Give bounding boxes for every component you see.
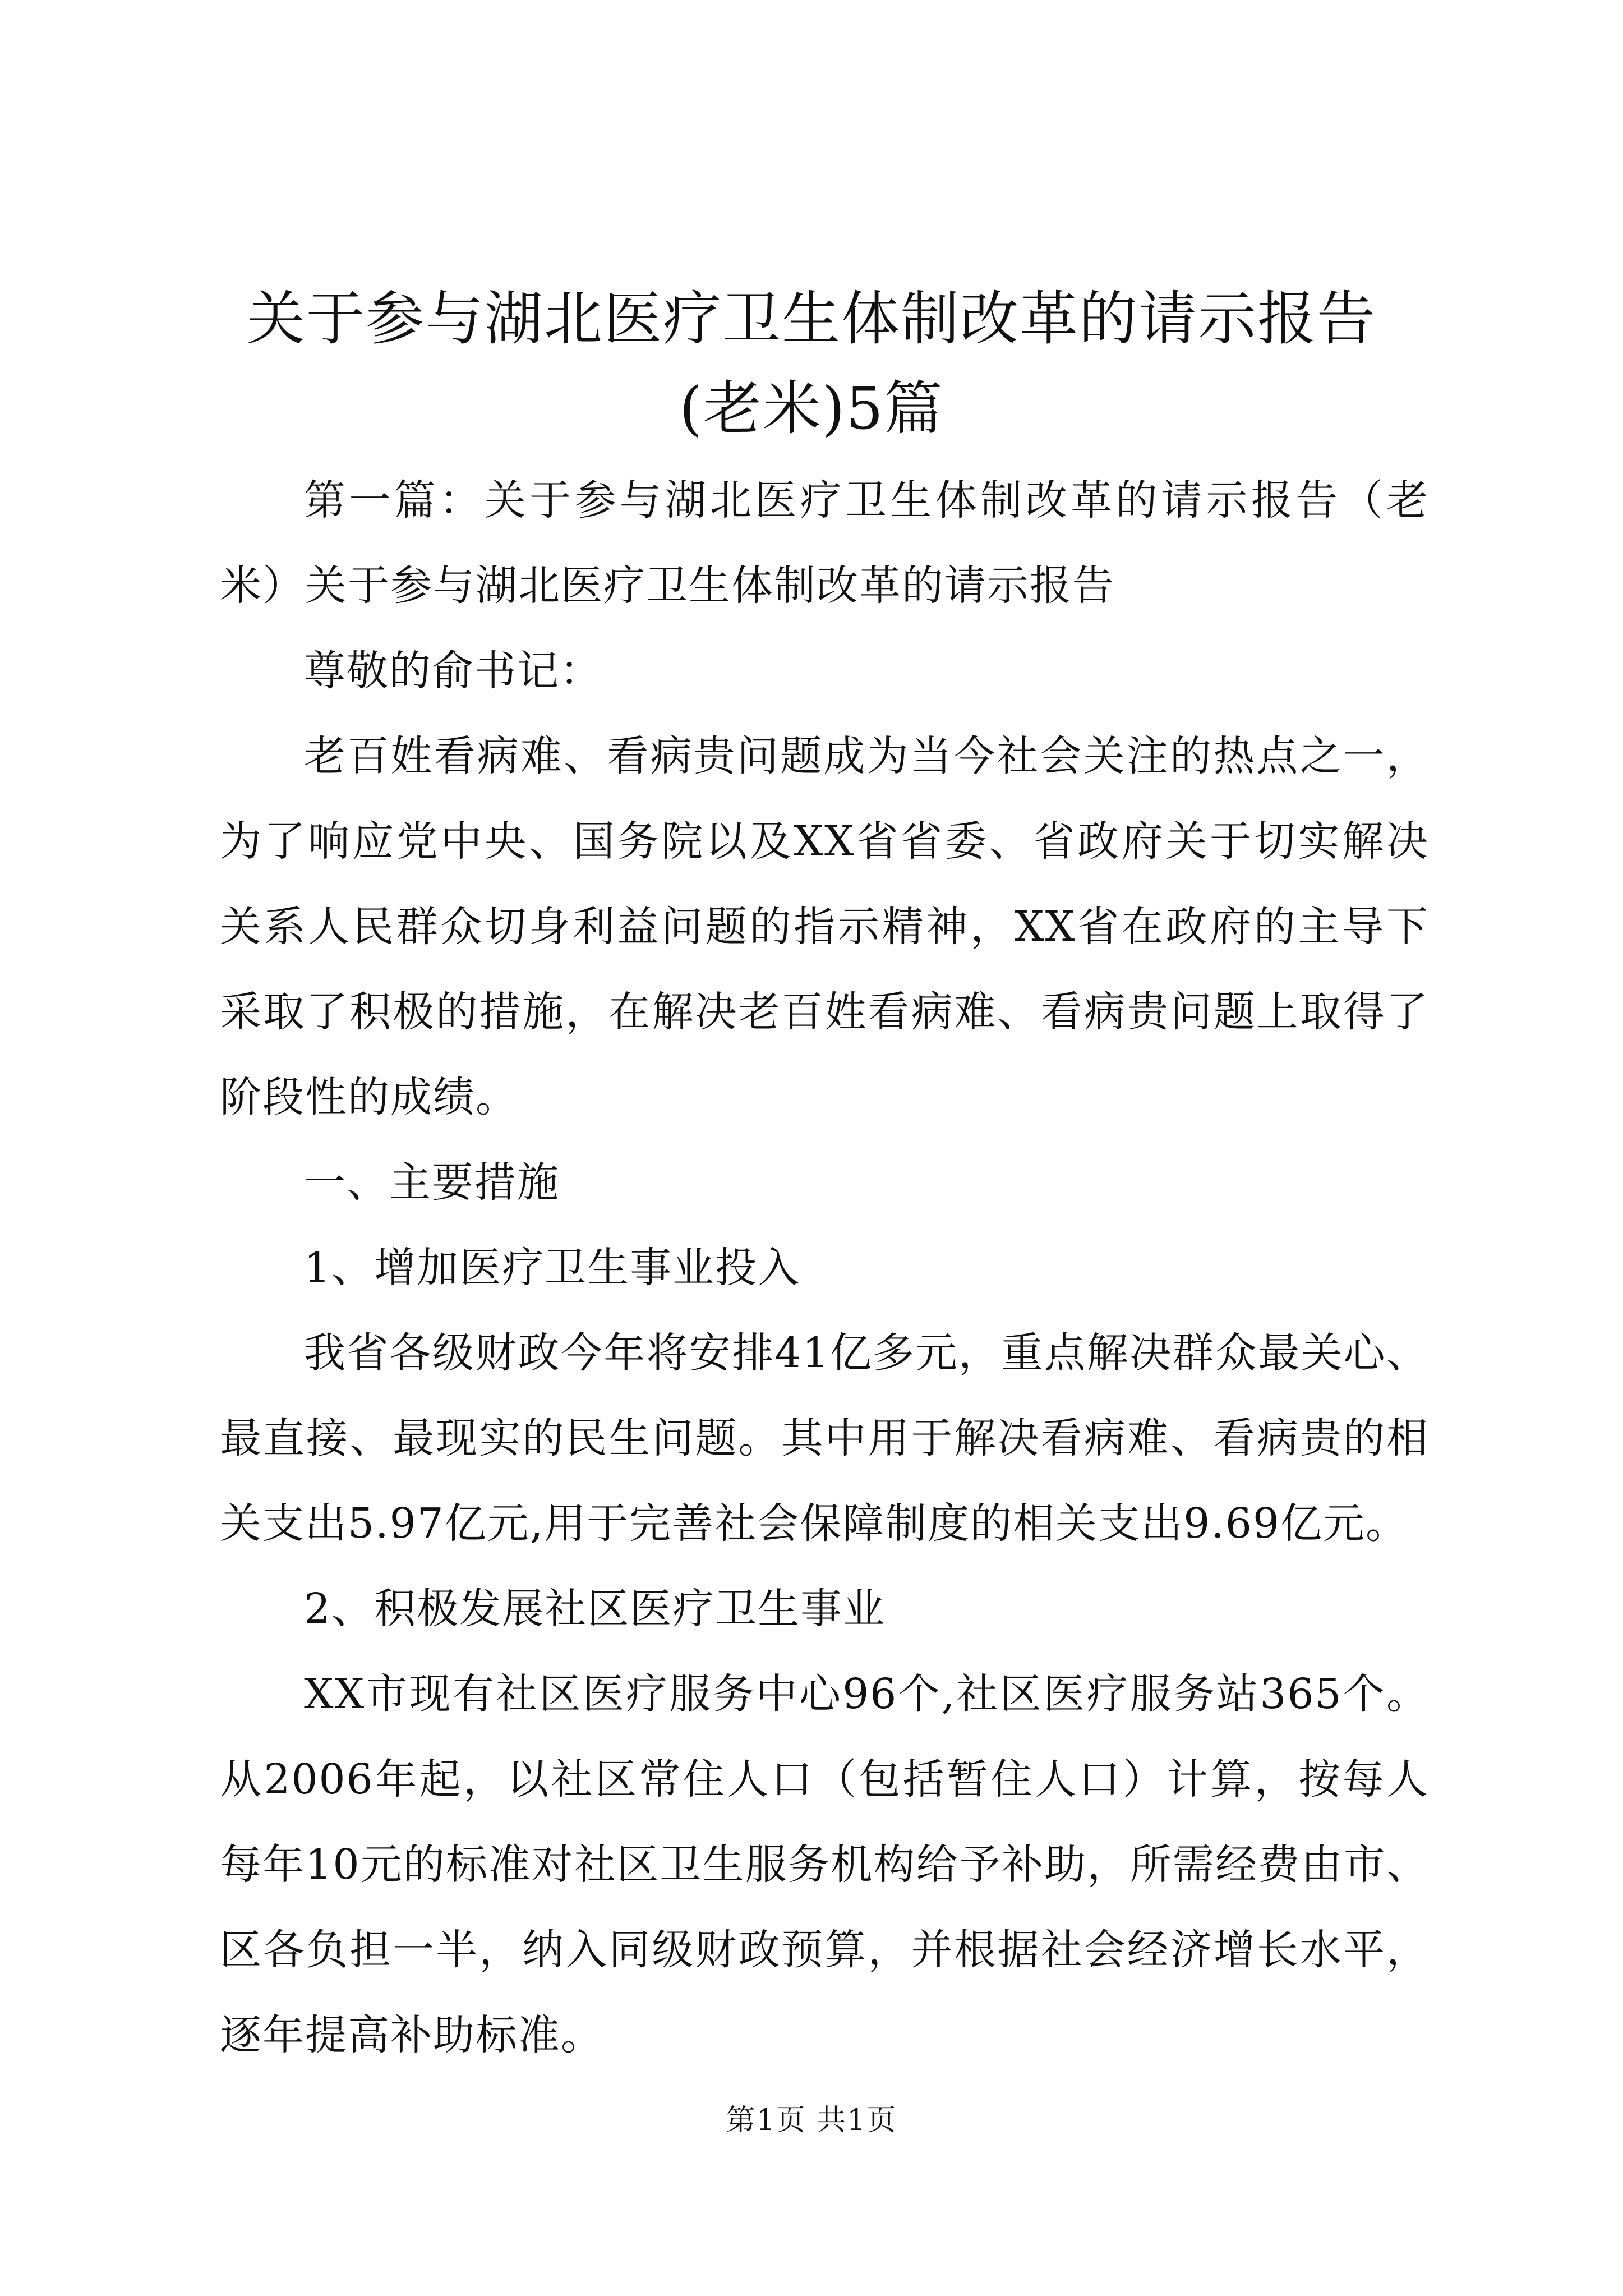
paragraph-subheading-2: 2、积极发展社区医疗卫生事业: [304, 1585, 886, 1633]
paragraph-community: XX市现有社区医疗服务中心96个,社区医疗服务站365个。从2006年起，以社区常住人口（包括暂住人口）计算，按每人每年10元的标准对社区卫生服务机构给予补助，所需经费由市、区各负担一半，纳入同级财政预算，并根据社会经济增长水平，逐年提高补助标准。: [220, 1670, 1429, 2059]
title-line-2: (老米)5篇: [679, 374, 944, 443]
paragraph-intro: 老百姓看病难、看病贵问题成为当今社会关注的热点之一，为了响应党中央、国务院以及XX省省委、省政府关于切实解决关系人民群众切身利益问题的指示精神，XX省在政府的主导下采取了积极的措施，在解决老百姓看病难、看病贵问题上取得了阶段性的成绩。: [220, 732, 1429, 1121]
paragraph-subheading-1: 1、增加医疗卫生事业投入: [304, 1244, 801, 1292]
title-line-1: 关于参与湖北医疗卫生体制改革的请示报告: [246, 284, 1376, 353]
paragraph-section-heading: 第一篇：关于参与湖北医疗卫生体制改革的请示报告（老米）关于参与湖北医疗卫生体制改革的请示报告: [220, 476, 1429, 610]
document-body: [220, 458, 1429, 2078]
paragraph-heading-measures: 一、主要措施: [304, 1158, 560, 1207]
paragraph-funding: 我省各级财政今年将安排41亿多元，重点解决群众最关心、最直接、最现实的民生问题。其中用于解决看病难、看病贵的相关支出5.97亿元,用于完善社会保障制度的相关支出9.69亿元。: [220, 1329, 1429, 1548]
paragraph-salutation: 尊敬的俞书记：: [304, 647, 602, 695]
page-footer: 第1页 共1页: [726, 2104, 897, 2137]
document-title: [168, 274, 1455, 453]
